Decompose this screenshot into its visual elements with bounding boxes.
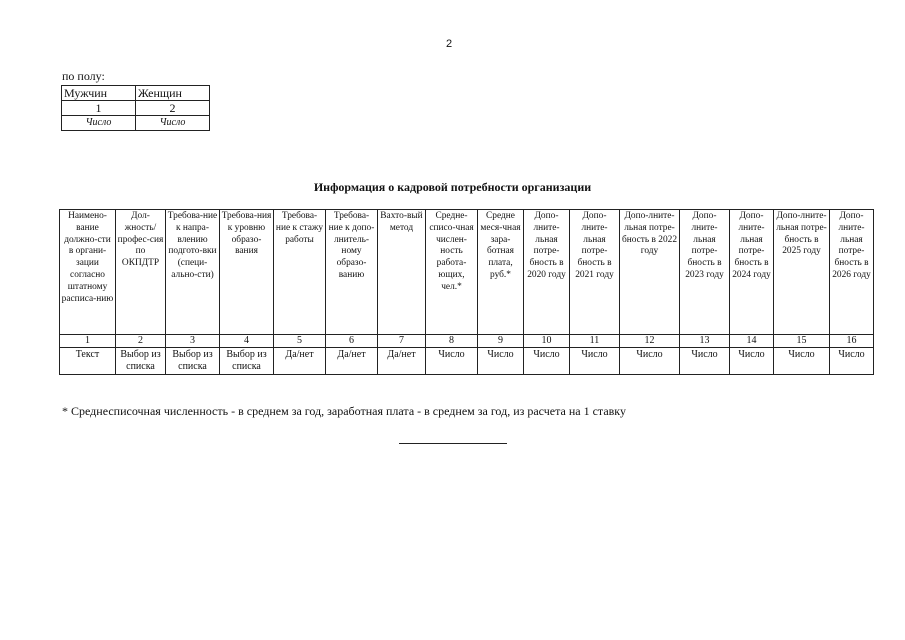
value-type-cell: Да/нет <box>378 348 426 375</box>
value-type-cell: Число <box>680 348 730 375</box>
gender-header-cell: Мужчин <box>62 86 136 101</box>
column-number: 1 <box>60 335 116 348</box>
gender-header-row <box>62 86 210 101</box>
column-number-row <box>60 335 874 348</box>
signature-line <box>399 443 507 444</box>
value-type-cell: Да/нет <box>274 348 326 375</box>
value-type-cell: Число <box>774 348 830 375</box>
column-header: Требова-ние к напра-влению подгото-вки (специ-ально-сти) <box>166 210 220 335</box>
column-header: Наимено-вание должно-сти в органи-зации согласно штатному расписа-нию <box>60 210 116 335</box>
column-number: 8 <box>426 335 478 348</box>
column-header: Средне меся-чная зара-ботная плата, руб.* <box>478 210 524 335</box>
gender-value-cell: Число <box>136 116 210 131</box>
column-header: Вахто-вый метод <box>378 210 426 335</box>
column-number: 2 <box>116 335 166 348</box>
column-header: Средне-списо-чная числен-ность работа-ющих, чел.* <box>426 210 478 335</box>
column-header: Требова-ния к уровню образо-вания <box>220 210 274 335</box>
column-number: 11 <box>570 335 620 348</box>
column-header: Требова-ние к допо-лнитель-ному образо-ванию <box>326 210 378 335</box>
gender-number-cell: 1 <box>62 101 136 116</box>
column-header: Требова-ние к стажу работы <box>274 210 326 335</box>
column-number: 14 <box>730 335 774 348</box>
gender-value-row <box>62 116 210 131</box>
value-type-cell: Число <box>478 348 524 375</box>
value-type-cell: Число <box>830 348 874 375</box>
column-header: Допо-лните-льная потре-бность в 2024 году <box>730 210 774 335</box>
column-number: 3 <box>166 335 220 348</box>
column-number: 16 <box>830 335 874 348</box>
value-type-cell: Число <box>730 348 774 375</box>
gender-number-cell: 2 <box>136 101 210 116</box>
value-type-cell: Число <box>570 348 620 375</box>
column-number: 7 <box>378 335 426 348</box>
column-number: 6 <box>326 335 378 348</box>
gender-header-cell: Женщин <box>136 86 210 101</box>
column-header: Дол-жность/ профес-сия по ОКПДТР <box>116 210 166 335</box>
column-number: 4 <box>220 335 274 348</box>
column-number: 13 <box>680 335 730 348</box>
column-number: 5 <box>274 335 326 348</box>
column-header: Допо-лните-льная потре-бность в 2020 году <box>524 210 570 335</box>
value-type-cell: Выбор из списка <box>116 348 166 375</box>
column-header: Допо-лните-льная потре-бность в 2023 году <box>680 210 730 335</box>
column-header: Допо-лните-льная потре-бность в 2022 году <box>620 210 680 335</box>
column-header: Допо-лните-льная потре-бность в 2026 году <box>830 210 874 335</box>
by-gender-label: по полу: <box>62 69 105 83</box>
value-type-cell: Выбор из списка <box>220 348 274 375</box>
gender-table <box>61 85 210 131</box>
value-type-cell: Число <box>620 348 680 375</box>
gender-number-row <box>62 101 210 116</box>
staffing-needs-table <box>59 209 874 375</box>
column-number: 12 <box>620 335 680 348</box>
gender-value-cell: Число <box>62 116 136 131</box>
column-number: 9 <box>478 335 524 348</box>
page-title: Информация о кадровой потребности организации <box>313 180 592 194</box>
column-number: 10 <box>524 335 570 348</box>
value-type-cell: Число <box>426 348 478 375</box>
column-number: 15 <box>774 335 830 348</box>
value-type-row <box>60 348 874 375</box>
value-type-cell: Да/нет <box>326 348 378 375</box>
footnote: * Среднесписочная численность - в среднем за год, заработная плата - в среднем за год, из расчета на 1 ставку <box>62 404 626 418</box>
column-header: Допо-лните-льная потре-бность в 2021 году <box>570 210 620 335</box>
value-type-cell: Число <box>524 348 570 375</box>
value-type-cell: Текст <box>60 348 116 375</box>
value-type-cell: Выбор из списка <box>166 348 220 375</box>
table-header-row <box>60 210 874 335</box>
page-number: 2 <box>446 38 453 50</box>
column-header: Допо-лните-льная потре-бность в 2025 году <box>774 210 830 335</box>
